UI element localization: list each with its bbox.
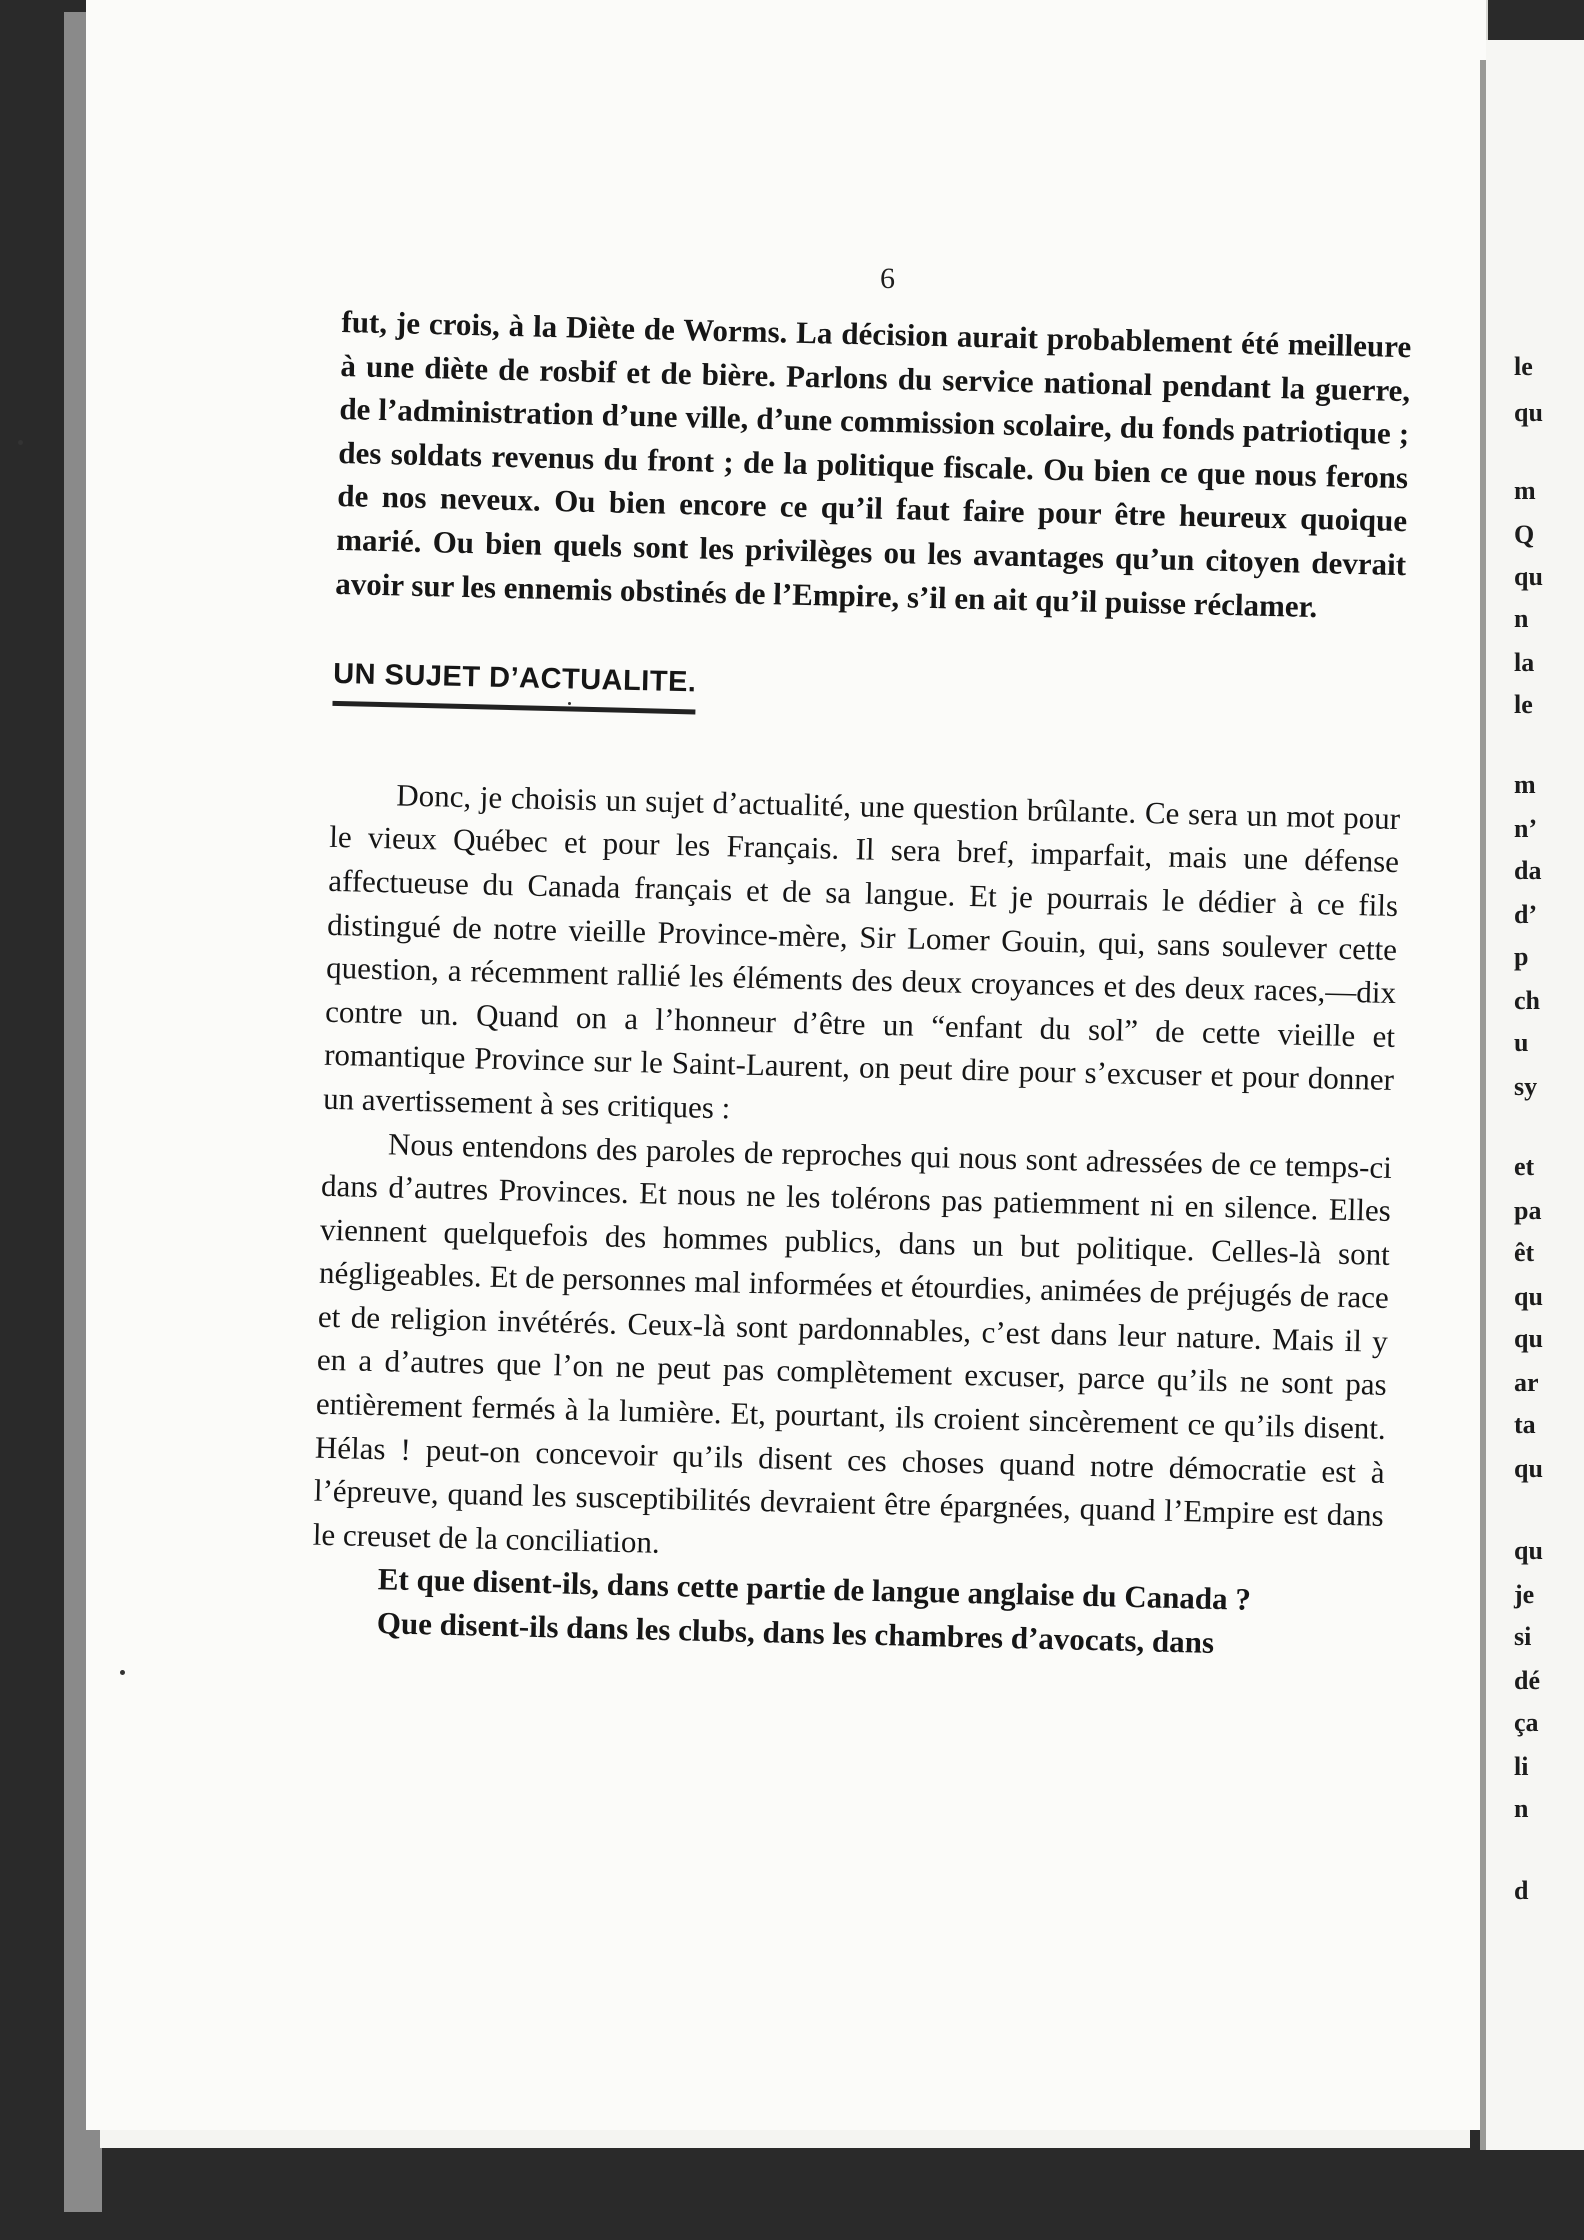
facing-page-fragment: d’ [1514, 900, 1538, 929]
page-body [310, 300, 1411, 1668]
facing-page-fragment: sy [1514, 1072, 1538, 1101]
section-heading: UN SUJET D’ACTUALITE. [332, 653, 696, 714]
facing-page-fragment: et [1514, 1152, 1535, 1181]
paragraph: Donc, je choisis un sujet d’actualité, une question brûlante. Ce sera un mot pour le vieux Québec et pour les Français. Il sera bref, imparfait, mais une défense affectueuse du Canada français et de sa langue. Et je pourrais le dédier à ce fils distingué de notre vieille Province-mère, Sir Lomer Gouin, qui, sans soulever cette question, a récemment rallié les éléments des deux croyances et des deux races,—dix contre un. Quand on a l’honneur d’être un “enfant du sol” de cette vieille et romantique Province sur le Saint-Laurent, on peut dire pour s’excuser et pour donner un avertissement à ses critiques : [322, 777, 1401, 1126]
facing-page-fragment: qu [1514, 1454, 1543, 1483]
facing-page-fragment: p [1514, 942, 1529, 971]
page-number: 6 [880, 262, 895, 295]
facing-page-fragment: qu [1514, 398, 1543, 427]
paragraph: Nous entendons des paroles de reproches qui nous sont adressées de ce temps-ci dans d’autres Provinces. Et nous ne les tolérons pas patiemment ni en silence. Elles viennent quelquefois des hommes publics, dans un but politique. Celles-là sont négligeables. Et de personnes mal informées et étourdies, animées de préjugés de race et de religion invétérés. Ceux-là sont pardonnables, c’est dans leur nature. Mais il y en a d’autres que l’on ne peut pas complètement excuser, parce qu’ils ne sont pas entièrement fermés à la lumière. Et, pourtant, ils croient sincèrement ce qu’ils disent. Hélas ! peut-on concevoir qu’ils disent ces choses quand notre démocratie est à l’épreuve, quand les susceptibilités devraient être épargnées, quand l’Empire est dans le creuset de la conciliation. [312, 1125, 1393, 1560]
facing-page-fragment: qu [1514, 1324, 1543, 1353]
facing-page-fragment: ta [1514, 1410, 1536, 1439]
facing-page-fragment: qu [1514, 1282, 1543, 1311]
facing-page-fragment: n [1514, 604, 1529, 633]
paragraph: Et que disent-ils, dans cette partie de langue anglaise du Canada ? [377, 1561, 1252, 1618]
facing-page-fragment: u [1514, 1028, 1529, 1057]
facing-page-fragment: si [1514, 1622, 1532, 1651]
scan-speck [18, 440, 23, 445]
facing-page-fragment: m [1514, 770, 1536, 799]
facing-page-fragment: da [1514, 856, 1542, 885]
facing-page-fragment: d [1514, 1876, 1529, 1905]
facing-page-fragment: qu [1514, 1536, 1543, 1565]
facing-page-fragment: li [1514, 1752, 1529, 1781]
facing-page-fragment: pa [1514, 1196, 1542, 1225]
facing-page-fragment: m [1514, 476, 1536, 505]
paragraph: fut, je crois, à la Diète de Worms. La décision aurait probablement été meilleure à une diète de rosbif et de bière. Parlons du service national pendant la guerre, de l’administration d’une ville, d’une commission scolaire, du fonds patriotique ; des soldats revenus du front ; de la politique fiscale. Ou bien ce que nous ferons de nos neveux. Ou bien encore ce qu’il faut faire pour être heureux quoique marié. Ou bien quels sont les privilèges ou les avantages qu’un citoyen devrait avoir sur les ennemis obstinés de l’Empire, s’il en ait qu’il puisse réclamer. [334, 303, 1412, 624]
facing-page-fragment: qu [1514, 562, 1543, 591]
scan-speck [120, 1670, 125, 1675]
facing-page-fragment: n’ [1514, 814, 1538, 843]
facing-page-fragment: ch [1514, 986, 1540, 1015]
facing-page-fragment: le [1514, 690, 1533, 719]
facing-page-edge [1486, 40, 1584, 2150]
facing-page-fragment: ça [1514, 1708, 1539, 1737]
scan-speck [568, 702, 571, 705]
facing-page-fragment: n [1514, 1794, 1529, 1823]
facing-page-fragment: dé [1514, 1666, 1540, 1695]
facing-page-fragment: ar [1514, 1368, 1539, 1397]
facing-page-fragment: Q [1514, 520, 1535, 549]
facing-page-fragment: êt [1514, 1238, 1535, 1267]
facing-page-fragment: je [1514, 1580, 1535, 1609]
paragraph: Que disent-ils dans les clubs, dans les chambres d’avocats, dans [376, 1605, 1215, 1660]
facing-page-fragment: le [1514, 352, 1533, 381]
facing-page-fragment: la [1514, 648, 1535, 677]
